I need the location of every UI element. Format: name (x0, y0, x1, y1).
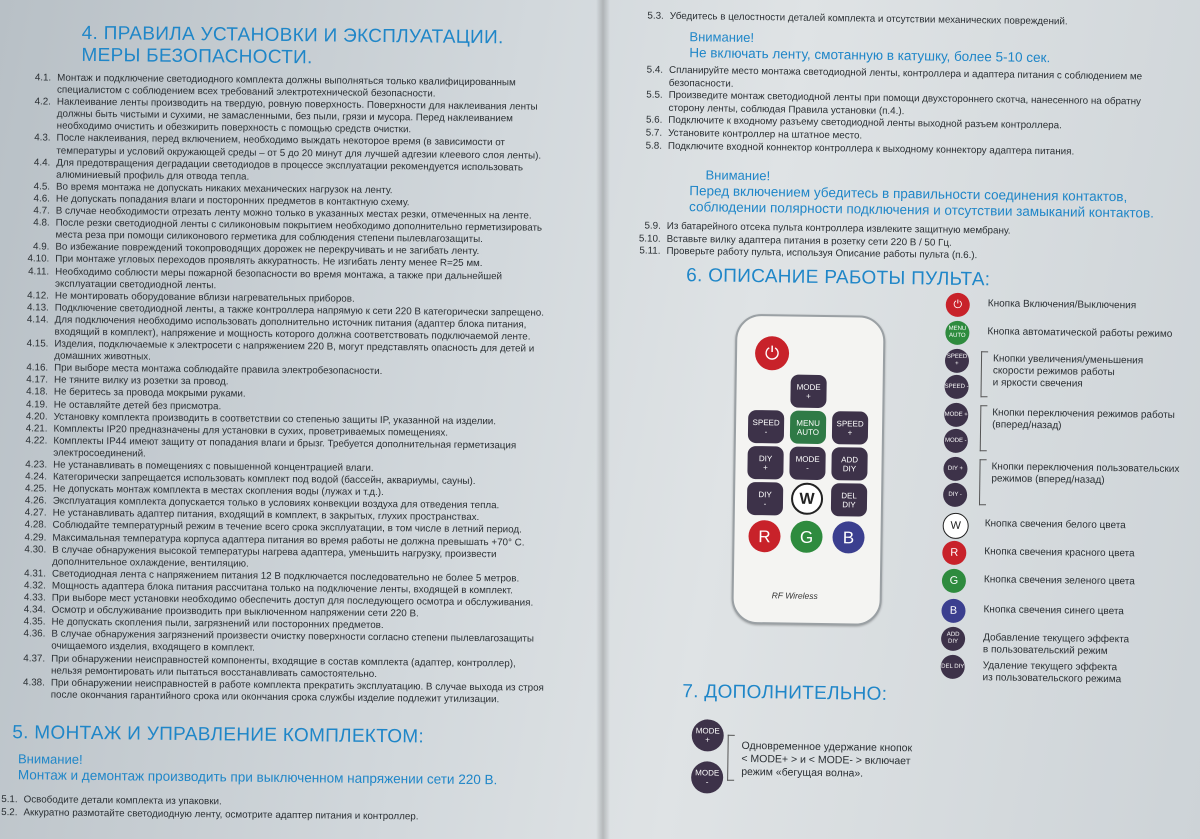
combo-brace (727, 735, 735, 781)
rule-text: Произведите монтаж светодиодной ленты при помощи двухстороннего скотча, нанесенного на обратну сторону ленты, соблюдая Правила установки (п.4.). (668, 90, 1142, 117)
rule-number: 4.35. (23, 616, 46, 628)
rule-text: Осмотр и обслуживание производить при выключенном напряжении сети 220 В. (51, 604, 419, 620)
rf-wireless-label: RF Wireless (771, 590, 818, 601)
rule-number: 4.15. (26, 338, 49, 350)
rule-text: Комплекты IP44 имеют защиту от попадания влаги и брызг. Требуется дополнительная герметизация электросоединений. (53, 435, 517, 460)
rule-text: Наклеивание ленты производить на твердую, ровную поверхность. Поверхности для наклеивания ленты должны быть чистыми и сухими, не замасленными, без пыли, грязи и мусора. Перед наклеиванием необходимо очистить и обезжирить поверхность с помощью средств очистки. (56, 96, 538, 136)
legend-brace (980, 405, 988, 451)
rule-text: Мощность адаптера блока питания рассчитана только на подключение ленты, входящей в комплект. (51, 580, 513, 597)
warning2-line1: Перед включением убедитесь в правильности соединения контактов, (689, 183, 1128, 205)
legend-item (945, 349, 969, 373)
legend-item (943, 513, 969, 539)
rule-number: 4.34. (23, 604, 46, 616)
rule-number: 4.32. (24, 580, 46, 592)
rule-text: Не допускать попадания влаги и посторонних предметов в контактную схему. (55, 193, 410, 209)
rule-text: Эксплуатация комплекта допускается только в условиях конвекции воздуха для отведения тепла. (52, 495, 500, 512)
legend-item (941, 599, 965, 623)
section4-rules-list (11, 72, 551, 706)
rule-number: 4.1. (34, 72, 52, 84)
rule-text: Необходимо соблюсти меры пожарной безопасности во время монтажа, а также при дальнейшей эксплуатации светодиодной ленты. (54, 266, 503, 291)
legend-brace (979, 459, 987, 505)
rule-number: 5.6. (645, 114, 663, 127)
section4-heading-line1: 4. ПРАВИЛА УСТАНОВКИ И ЭКСПЛУАТАЦИИ. (81, 22, 504, 49)
rule-number: 4.19. (25, 398, 48, 411)
legend-item (942, 541, 966, 565)
blue-button: B (832, 521, 864, 553)
add-diy-button: ADD DIY (831, 447, 867, 480)
rule-item (630, 10, 1068, 29)
rule-text: Проверьте работу пульта, используя Описание работы пульта (п.6.). (666, 246, 978, 262)
warning2-title: Внимание! (705, 167, 771, 184)
section5-steps-list-a (0, 794, 419, 824)
rule-text: Подключение светодиодной ленты, а также контроллера напрямую к сети 220 В категорически запрещено. (54, 302, 545, 319)
rule-number: 4.10. (27, 253, 50, 265)
rule-text: В случае обнаружения высокой температуры нагрева адаптера, уменьшить нагрузку, произвести дополнительное охлаждение, вентиляцию. (52, 544, 497, 570)
legend-button-icon: ADD DIY (941, 627, 965, 651)
legend-button-icon: G (942, 569, 966, 593)
rule-number: 5.2. (1, 806, 18, 818)
rule-text: Установите контроллер на штатное место. (668, 127, 863, 142)
legend-button-icon: DIY + (943, 457, 967, 481)
rule-number: 5.10. (638, 233, 661, 245)
rule-item (11, 677, 544, 707)
rule-text: Во избежание повреждений токопроводящих дорожек не перекручивать и не загибать ленту. (55, 241, 480, 258)
legend-item (944, 429, 968, 453)
white-button: W (791, 483, 823, 515)
section7-heading: 7. ДОПОЛНИТЕЛЬНО: (682, 681, 888, 705)
rule-text: В случае обнаружения загрязнений произвести очистку поверхности согласно степени пылевлагозащиты очищаемого изделия, входящего в комплект. (51, 628, 535, 655)
legend-description: Кнопка свечения синего цвета (983, 604, 1124, 618)
rule-number: 4.3. (34, 132, 51, 145)
rule-text: При выборе места монтажа соблюдайте правила электробезопасности. (54, 362, 383, 378)
section6-heading: 6. ОПИСАНИЕ РАБОТЫ ПУЛЬТА: (686, 265, 991, 291)
rule-number: 4.18. (26, 386, 48, 398)
legend-description: Кнопка Включения/Выключения (987, 298, 1137, 312)
mode-minus-button: MODE - (789, 447, 825, 480)
rule-number: 4.5. (33, 181, 51, 193)
rule-text: Для предотвращения деградации светодиодов в процессе эксплуатации рекомендуется использовать алюминиевый профиль для отвода тепла. (56, 157, 524, 183)
rule-text: При обнаружении неисправностей в работе комплекта прекратить эксплуатацию. В случае выхода из строя после окончания гарантийного срока или окончания срока службы изделие подлежит утилизации. (50, 677, 544, 706)
section7-text: Одновременное удержание кнопок < MODE+ > и < MODE- > включает режим «бегущая волна». (741, 739, 913, 780)
legend-button-icon: B (941, 599, 965, 623)
rule-text: Подключите к входному разъему светодиодной ленты выходной разъем контроллера. (668, 115, 1062, 132)
rule-text: Не допускать монтаж комплекта в местах скопления воды (лужах и т.д.). (52, 483, 384, 499)
rule-number: 4.4. (33, 157, 51, 169)
rule-number: 4.16. (26, 362, 49, 374)
rule-text: Во время монтажа не допускать никаких механических нагрузок на ленту. (55, 181, 393, 196)
rule-text: Категорически запрещается использовать комплект под водой (бассейн, аквариумы, сауны). (52, 471, 476, 488)
legend-description: Кнопка свечения зеленого цвета (983, 574, 1135, 588)
rule-text: Не допускать скопления пыли, загрязнений или посторонних предметов. (51, 616, 384, 632)
legend-item (943, 483, 967, 507)
legend-item (943, 457, 967, 481)
rule-number: 4.33. (23, 592, 46, 604)
rule-number: 4.31. (24, 568, 47, 580)
speed-plus-button: SPEED + (832, 411, 868, 444)
legend-button-icon: SPEED - (944, 375, 968, 399)
legend-button-icon: SPEED + (945, 349, 969, 373)
legend-item (946, 293, 970, 317)
legend-description: Кнопки переключения пользовательских режимов (вперед/назад) (991, 461, 1180, 486)
section5-heading: 5. МОНТАЖ И УПРАВЛЕНИЕ КОМПЛЕКТОМ: (12, 722, 425, 748)
mode-plus-button: MODE + (790, 375, 826, 408)
rule-number: 4.11. (28, 265, 50, 278)
rule-text: Убедитесь в целостности деталей комплекта и отсутствии механических повреждений. (669, 10, 1068, 28)
red-button: R (748, 520, 780, 552)
diy-plus-button: DIY + (747, 446, 783, 479)
rule-text: В случае необходимости отрезать ленту можно только в указанных местах резки, отмеченных на ленте. (55, 205, 532, 222)
rule-number: 4.37. (23, 652, 46, 665)
legend-button-icon: DIY - (943, 483, 967, 507)
rule-number: 5.4. (646, 64, 664, 76)
green-button: G (790, 521, 822, 553)
rule-number: 4.12. (27, 289, 49, 302)
rule-number: 4.24. (25, 471, 48, 483)
rule-number: 4.7. (33, 205, 50, 217)
warning2-line2: соблюдении полярности подключения и отсутствии замыканий контактов. (689, 199, 1155, 221)
rule-number: 4.20. (25, 410, 48, 423)
rule-number: 4.17. (26, 374, 49, 386)
legend-button-icon: DEL DIY (941, 655, 965, 679)
rule-text: Из батарейного отсека пульта контроллера извлеките защитную мембрану. (666, 220, 1011, 237)
rule-text: После наклеивания, перед включением, необходимо выждать некоторое время (в зависимости от температуры и условий окружающей среды – от 5 до 20 минут для лучшей адгезии клеевого слоя ленты). (56, 133, 542, 162)
rule-item (17, 96, 550, 138)
rule-number: 5.9. (644, 220, 661, 232)
legend-button-icon: ⏻ (946, 293, 970, 317)
mode-plus-icon: MODE + (692, 719, 724, 751)
legend-description: Удаление текущего эффекта из пользовательского режима (982, 660, 1122, 686)
rule-text: Вставьте вилку адаптера питания в розетку сети 220 В / 50 Гц. (666, 233, 952, 249)
rule-text: Установку комплекта производить в соответствии со степенью защиты IP, указанной на изделии. (53, 411, 497, 427)
rule-text: Подключите входной коннектор контроллера к выходному коннектору адаптера питания. (667, 140, 1075, 158)
rule-number: 5.7. (645, 127, 663, 139)
legend-brace (980, 351, 988, 397)
rule-text: Не оставляйте детей без присмотра. (53, 399, 222, 412)
legend-description: Добавление текущего эффекта в пользовательский режим (982, 632, 1130, 658)
rule-text: Не беритесь за провода мокрыми руками. (53, 387, 246, 401)
warning1-text: Не включать ленту, смотанную в катушку, более 5-10 сек. (689, 45, 1051, 66)
rule-number: 4.30. (24, 543, 47, 556)
legend-description: Кнопки увеличения/уменьшения скорости режимов работы и яркости свечения (992, 353, 1144, 390)
rule-number: 4.27. (24, 507, 47, 519)
rule-text: Спланируйте место монтажа светодиодной ленты, контроллера и адаптера питания с соблюдением ме безопасности. (668, 64, 1143, 90)
legend-button-icon: MODE - (944, 429, 968, 453)
rule-number: 4.13. (26, 302, 49, 314)
rule-text: Комплекты IP20 предназначены для установки в сухих, проветриваемых помещениях. (53, 423, 449, 439)
rule-text: При обнаружении неисправностей компоненты, входящие в состав комплекта (адаптер, контроллер), нельзя ремонтировать или пытаться восстанавливать самостоятельно. (50, 653, 516, 680)
warning1-title: Внимание! (689, 29, 755, 46)
section4-heading-line2: МЕРЫ БЕЗОПАСНОСТИ. (81, 44, 313, 69)
rule-number: 5.3. (647, 10, 664, 22)
rule-number: 5.11. (639, 245, 661, 257)
legend-item (944, 403, 968, 427)
rule-number: 5.1. (1, 794, 18, 806)
rule-number: 4.26. (24, 495, 47, 507)
rule-text: Для подключения необходимо использовать дополнительно источник питания (адаптер блока питания, входящий в комплект), напряжение и мощность которого должна соответствовать подключаемой ленте. (54, 314, 531, 343)
section5-attention-text: Монтаж и демонтаж производить при выключенном напряжении сети 220 В. (17, 767, 498, 788)
legend-item (945, 321, 969, 345)
legend-button-icon: MENU AUTO (945, 321, 969, 345)
legend-description: Кнопка свечения белого цвета (984, 518, 1126, 532)
rule-text: Максимальная температура корпуса адаптера питания во время работы не должна превышать +70° С. (52, 532, 525, 549)
legend-button-icon: MODE + (944, 403, 968, 427)
power-icon: ⏻ (755, 336, 789, 370)
rule-number: 4.29. (24, 531, 47, 544)
diy-minus-button: DIY - (747, 482, 783, 515)
rule-number: 4.28. (24, 519, 47, 531)
rule-text: Не устанавливать в помещениях с повышенной концентрацией влаги. (53, 459, 374, 474)
rule-text: При монтаже угловых переходов проявлять аккуратность. Не изгибать ленту менее R=25 мм. (55, 253, 483, 270)
rule-number: 4.14. (26, 314, 49, 326)
rule-text: После резки светодиодной ленты с силиконовым покрытием необходимо дополнительно герметизировать места реза при помощи силиконового герметика для соблюдения степени пылевлагозащиты. (55, 217, 543, 246)
speed-minus-button: SPEED - (748, 410, 784, 443)
legend-description: Кнопка свечения красного цвета (984, 546, 1135, 560)
legend-item (942, 569, 966, 593)
legend-item (941, 655, 965, 679)
rule-text: Не тяните вилку из розетки за провод. (53, 374, 229, 388)
rule-number: 4.21. (25, 423, 48, 435)
legend-description: Кнопка автоматической работы режимо (987, 326, 1173, 340)
rule-text: Освободите детали комплекта из упаковки. (23, 794, 222, 808)
rule-text: Не монтировать оборудование вблизи нагревательных приборов. (54, 290, 355, 305)
rule-text: Не устанавливать адаптер питания, входящий в комплект, в закрытых, глухих пространствах. (52, 507, 480, 524)
rule-number: 5.5. (646, 89, 663, 101)
rule-number: 4.6. (33, 193, 50, 205)
rule-number: 4.22. (25, 435, 48, 447)
rule-number: 4.8. (33, 217, 50, 229)
rule-number: 4.9. (33, 241, 50, 253)
legend-button-icon: W (943, 513, 969, 539)
section5-steps-list-b (630, 10, 1068, 29)
menu-auto-button: MENU AUTO (790, 411, 826, 444)
right-page (598, 0, 1200, 839)
rule-text: Светодиодная лента с напряжением питания 12 В подключается последовательно не более 5 метров. (51, 568, 520, 585)
rule-text: Монтаж и подключение светодиодного комплекта должны выполняться только квалифицированным специалистом с соблюдением всех требований электротехнической безопасности. (57, 72, 516, 100)
legend-item (944, 375, 968, 399)
del-diy-button: DEL DIY (831, 483, 867, 516)
section5-attention-title: Внимание! (17, 751, 83, 767)
legend-button-icon: R (942, 541, 966, 565)
section5-steps-list-c (628, 64, 1142, 159)
legend-item (941, 627, 965, 651)
rule-number: 4.23. (25, 459, 48, 471)
rule-text: Соблюдайте температурный режим в течение всего срока эксплуатации, в том числе в летний период. (52, 520, 522, 536)
legend-description: Кнопки переключения режимов работы (вперед/назад) (992, 407, 1175, 432)
rule-text: При выборе мест установки необходимо обеспечить доступ для последующего осмотра и обслуживания. (51, 592, 534, 609)
rule-number: 5.8. (645, 140, 663, 152)
rule-number: 4.36. (23, 628, 46, 640)
section5-steps-list-d (626, 220, 1010, 263)
rule-number: 4.2. (34, 96, 51, 108)
rule-text: Изделия, подключаемые к электросети с напряжением 220 В, могут представлять опасность для детей и домашних животных. (54, 338, 535, 363)
rule-text: Аккуратно размотайте светодиодную ленту, осмотрите адаптер питания и контроллер. (23, 806, 419, 823)
rule-number: 4.38. (23, 676, 45, 689)
rule-number: 4.25. (25, 483, 47, 495)
mode-minus-icon: MODE - (691, 761, 723, 793)
remote-control-illustration (731, 314, 885, 626)
